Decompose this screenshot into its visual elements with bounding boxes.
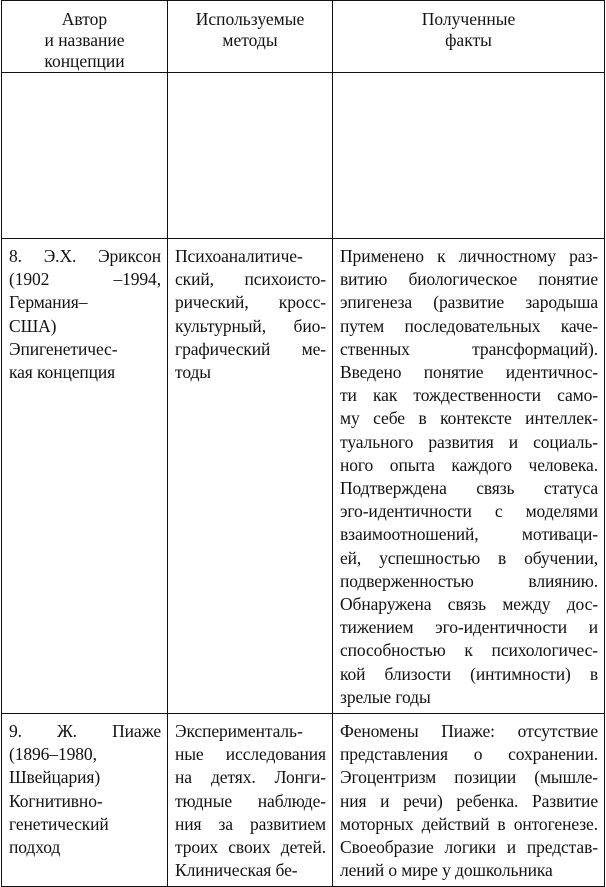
cell-text-line: ей, успешностью в обучении, xyxy=(340,547,598,568)
cell-text-line: подверженностью влиянию. xyxy=(340,570,598,591)
header-methods xyxy=(168,1,333,73)
cell-text-line: зрелые годы xyxy=(340,686,431,707)
cell-text-line: США) xyxy=(9,315,57,336)
cell-text-line: ния и речи) ребенка. Развитие xyxy=(340,790,598,811)
header-line: факты xyxy=(445,30,492,50)
cell-text-line: тижением эго-идентичности и xyxy=(340,617,598,638)
table-row-empty xyxy=(2,73,605,239)
cell-text-line: витию биологическое понятие xyxy=(340,269,598,290)
cell-text-line: Психоаналитиче- xyxy=(175,246,303,266)
cell-text-line: кой близости (интимности) в xyxy=(340,663,598,684)
cell-text-line: Применено к личностному раз- xyxy=(340,246,598,266)
methods-cell xyxy=(168,239,333,714)
header-facts xyxy=(333,1,605,73)
header-line: Полученные xyxy=(421,9,516,29)
cell-text-line: Подтверждена связь статуса xyxy=(340,478,598,499)
cell-text-line: тоды xyxy=(175,362,211,383)
cell-text-line: Эпигенетичес- xyxy=(9,338,118,359)
cell-text-line: рический, кросс- xyxy=(175,292,326,313)
cell-text-line: Обнаружена связь между дос- xyxy=(340,594,598,615)
cell-text-line: Введено понятие идентичнос- xyxy=(340,362,598,383)
cell-text-line: моторных действий в онтогенезе. xyxy=(340,813,598,834)
facts-cell xyxy=(333,239,605,714)
cell-text-line: 9. Ж. Пиаже xyxy=(9,721,161,742)
methods-cell xyxy=(168,714,333,887)
cell-text-line: Феномены Пиаже: отсутствие xyxy=(340,721,598,742)
cell-text-line: Германия– xyxy=(9,292,88,313)
concepts-table xyxy=(1,0,605,887)
cell-text-line: эго-идентичности с моделями xyxy=(340,501,598,522)
cell-text-line: взаимоотношений, мотиваци- xyxy=(340,524,598,545)
header-line: концепции xyxy=(44,51,125,71)
header-author-concept xyxy=(2,1,168,73)
cell-text-line: подход xyxy=(9,837,61,858)
author-cell xyxy=(2,714,168,887)
table-cell-empty xyxy=(168,73,333,239)
cell-text-line: ния за развитием xyxy=(175,813,326,834)
cell-text-line: представления о сохранении. xyxy=(340,744,598,765)
cell-text-line: тюдные наблюде- xyxy=(175,790,326,811)
cell-text-line: на детях. Лонги- xyxy=(175,767,326,788)
table-cell-empty xyxy=(333,73,605,239)
cell-text-line: ные исследования xyxy=(175,744,326,765)
cell-text-line: способностью к психологичес- xyxy=(340,640,598,661)
cell-text-line: ти как тождественности само- xyxy=(340,385,598,406)
cell-text-line: Клиническая бе- xyxy=(175,860,298,881)
header-line: и название xyxy=(44,30,125,50)
cell-text-line: троих своих детей. xyxy=(175,837,326,858)
header-line: Автор xyxy=(61,9,108,29)
cell-text-line: (1902 –1994, xyxy=(9,269,161,290)
cell-text-line: 8. Э.Х. Эриксон xyxy=(9,246,161,266)
cell-text-line: Когнитивно- xyxy=(9,790,103,811)
table-row-piaget xyxy=(2,714,605,887)
header-line: Используемые xyxy=(195,9,305,29)
cell-text-line: ский, психоисто- xyxy=(175,269,326,290)
cell-text-line: культурный, био- xyxy=(175,315,326,336)
cell-text-line: ственных трансформаций). xyxy=(340,338,598,359)
cell-text-line: Швейцария) xyxy=(9,767,101,788)
cell-text-line: путем последовательных каче- xyxy=(340,315,598,336)
cell-text-line: графический ме- xyxy=(175,338,326,359)
cell-text-line: туального развития и социаль- xyxy=(340,431,598,452)
cell-text-line: лений о мире у дошкольника xyxy=(340,860,553,881)
cell-text-line: (1896–1980, xyxy=(9,744,97,765)
cell-text-line: Эгоцентризм позиции (мышле- xyxy=(340,767,598,788)
cell-text-line: эпигенеза (развитие зародыша xyxy=(340,292,598,313)
cell-text-line: му себе в контексте интеллек- xyxy=(340,408,598,429)
table-row-erikson xyxy=(2,239,605,714)
cell-text-line: Своеобразие логики и представ- xyxy=(340,837,598,858)
cell-text-line: Эксперименталь- xyxy=(175,721,303,742)
table-header-row xyxy=(2,1,605,73)
cell-text-line: кая концепция xyxy=(9,362,116,383)
facts-cell xyxy=(333,714,605,887)
table-cell-empty xyxy=(2,73,168,239)
header-line: методы xyxy=(222,30,278,50)
cell-text-line: генетический xyxy=(9,813,109,834)
cell-text-line: ного опыта каждого человека. xyxy=(340,454,598,475)
author-cell xyxy=(2,239,168,714)
